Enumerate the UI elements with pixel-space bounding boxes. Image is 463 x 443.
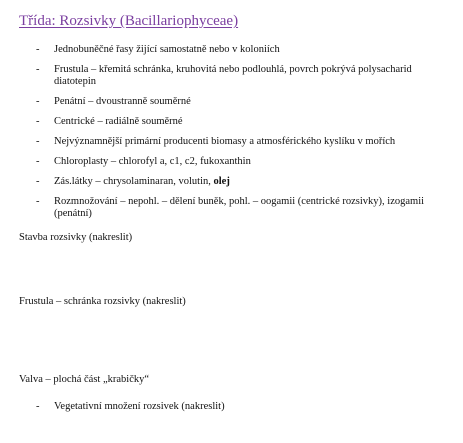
list-item (0, 156, 463, 168)
list-item-bold-text: olej (213, 176, 230, 187)
bullet-marker: - (36, 156, 40, 167)
document-title: Třída: Rozsivky (Bacillariophyceae) (19, 13, 239, 29)
bullet-marker: - (36, 196, 40, 207)
list-item-text: Rozmnožování – nepohl. – dělení buněk, pohl. – oogamii (centrické rozsivky), izogamii (penátní) (54, 196, 425, 219)
list-item (0, 116, 463, 128)
list-item (0, 96, 463, 108)
bullet-marker: - (36, 136, 40, 147)
list-item (0, 64, 463, 88)
list-item-text: Chloroplasty – chlorofyl a, c1, c2, fukoxanthin (54, 156, 251, 167)
list-item-text: Jednobuněčné řasy žijící samostatně nebo v koloniích (54, 44, 280, 55)
list-item (0, 401, 463, 413)
bullet-marker: - (36, 96, 40, 107)
paragraph-stavba: Stavba rozsivky (nakreslit) (19, 232, 133, 243)
list-item (0, 136, 463, 148)
list-item (0, 176, 463, 188)
bullet-list-2 (0, 401, 463, 421)
list-item (0, 196, 463, 220)
bullet-marker: - (36, 401, 40, 412)
paragraph-valva: Valva – plochá část „krabičky“ (19, 374, 150, 385)
list-item-text: Nejvýznamnější primární producenti biomasy a atmosférického kyslíku v mořích (54, 136, 396, 147)
bullet-marker: - (36, 44, 40, 55)
list-item-text: Zás.látky – chrysolaminaran, volutin, (54, 176, 214, 187)
list-item-text: Centrické – radiálně souměrné (54, 116, 183, 127)
bullet-marker: - (36, 64, 40, 75)
list-item-text: Vegetativní množení rozsivek (nakreslit) (54, 401, 225, 412)
list-item (0, 44, 463, 56)
bullet-marker: - (36, 176, 40, 187)
paragraph-frustula: Frustula – schránka rozsivky (nakreslit) (19, 296, 186, 307)
list-item-text: Penátní – dvoustranně souměrné (54, 96, 191, 107)
list-item-text: Frustula – křemitá schránka, kruhovitá nebo podlouhlá, povrch pokrývá polysacharid diatotepin (54, 64, 412, 87)
bullet-marker: - (36, 116, 40, 127)
bullet-list (0, 44, 463, 228)
